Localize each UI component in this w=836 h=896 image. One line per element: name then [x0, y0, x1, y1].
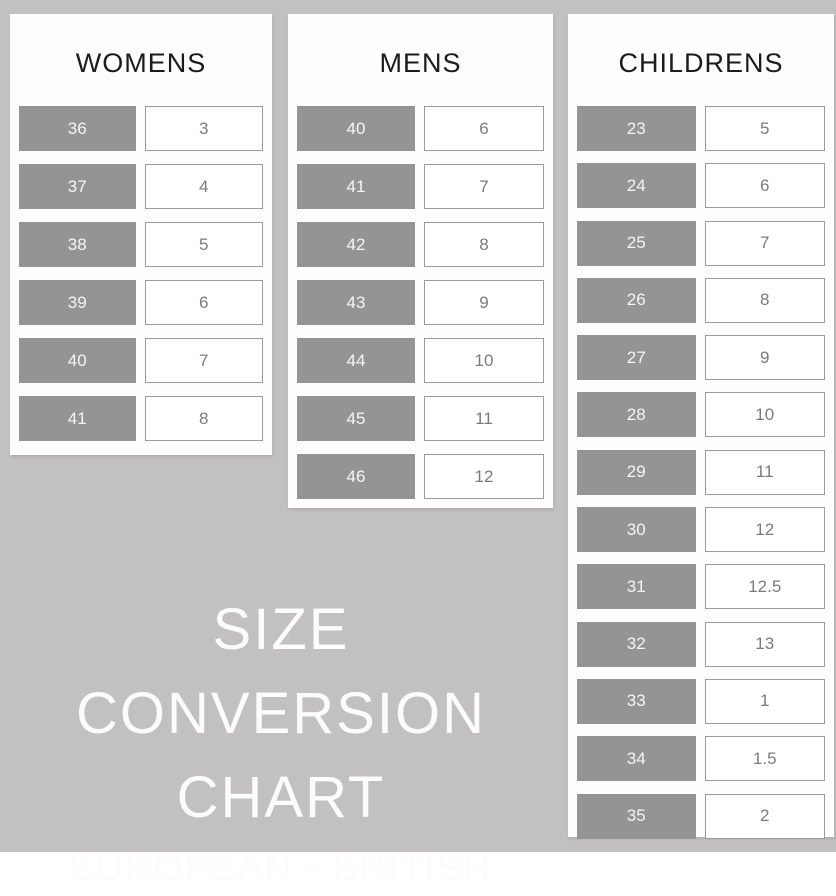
- european-size-cell: 38: [19, 222, 136, 267]
- european-size-cell: 42: [297, 222, 415, 267]
- size-row: [577, 335, 825, 380]
- size-row: [577, 106, 825, 151]
- size-row: [577, 507, 825, 552]
- childrens-panel: [568, 14, 834, 837]
- size-row: [577, 622, 825, 667]
- british-size-cell: 6: [705, 163, 826, 208]
- british-size-cell: 7: [424, 164, 544, 209]
- size-row: [577, 679, 825, 724]
- european-size-cell: 41: [297, 164, 415, 209]
- british-size-cell: 1: [705, 679, 826, 724]
- womens-size-rows: [19, 106, 263, 441]
- british-size-cell: 8: [145, 396, 264, 441]
- european-size-cell: 30: [577, 507, 696, 552]
- size-row: [297, 222, 544, 267]
- european-size-cell: 41: [19, 396, 136, 441]
- size-row: [577, 450, 825, 495]
- european-size-cell: 34: [577, 736, 696, 781]
- poster-title-line-2: CHART: [176, 765, 386, 830]
- childrens-size-rows: [577, 106, 825, 839]
- size-row: [577, 221, 825, 266]
- size-row: [297, 454, 544, 499]
- european-size-cell: 33: [577, 679, 696, 724]
- size-row: [19, 106, 263, 151]
- european-size-cell: 28: [577, 392, 696, 437]
- european-size-cell: 29: [577, 450, 696, 495]
- european-size-cell: 25: [577, 221, 696, 266]
- british-size-cell: 7: [145, 338, 264, 383]
- british-size-cell: 8: [424, 222, 544, 267]
- european-size-cell: 36: [19, 106, 136, 151]
- european-size-cell: 23: [577, 106, 696, 151]
- size-row: [297, 338, 544, 383]
- british-size-cell: 11: [424, 396, 544, 441]
- womens-panel: [10, 14, 272, 455]
- childrens-header: CHILDRENS: [618, 48, 784, 78]
- european-size-cell: 37: [19, 164, 136, 209]
- mens-size-rows: [297, 106, 544, 499]
- british-size-cell: 2: [705, 794, 826, 839]
- british-size-cell: 6: [145, 280, 264, 325]
- european-size-cell: 45: [297, 396, 415, 441]
- mens-panel: [288, 14, 553, 508]
- title-block: [0, 588, 562, 896]
- british-size-cell: 12: [705, 507, 826, 552]
- size-row: [297, 280, 544, 325]
- british-size-cell: 12.5: [705, 564, 826, 609]
- european-size-cell: 32: [577, 622, 696, 667]
- british-size-cell: 11: [705, 450, 826, 495]
- size-row: [577, 392, 825, 437]
- british-size-cell: 9: [705, 335, 826, 380]
- size-row: [577, 163, 825, 208]
- british-size-cell: 4: [145, 164, 264, 209]
- size-row: [19, 280, 263, 325]
- european-size-cell: 27: [577, 335, 696, 380]
- british-size-cell: 8: [705, 278, 826, 323]
- british-size-cell: 10: [424, 338, 544, 383]
- british-size-cell: 12: [424, 454, 544, 499]
- poster-title-line-1: SIZE CONVERSION: [76, 597, 486, 746]
- size-row: [297, 396, 544, 441]
- size-row: [577, 278, 825, 323]
- european-size-cell: 31: [577, 564, 696, 609]
- british-size-cell: 9: [424, 280, 544, 325]
- size-row: [297, 106, 544, 151]
- womens-header: WOMENS: [75, 48, 207, 78]
- british-size-cell: 3: [145, 106, 264, 151]
- british-size-cell: 1.5: [705, 736, 826, 781]
- european-size-cell: 44: [297, 338, 415, 383]
- size-row: [577, 736, 825, 781]
- size-row: [297, 164, 544, 209]
- size-row: [577, 794, 825, 839]
- british-size-cell: 5: [145, 222, 264, 267]
- mens-header: MENS: [379, 48, 462, 78]
- size-row: [19, 164, 263, 209]
- size-row: [19, 338, 263, 383]
- british-size-cell: 13: [705, 622, 826, 667]
- british-size-cell: 10: [705, 392, 826, 437]
- european-size-cell: 40: [19, 338, 136, 383]
- british-size-cell: 6: [424, 106, 544, 151]
- size-row: [19, 222, 263, 267]
- poster-subtitle: EUROPEAN - BRITISH: [69, 847, 493, 888]
- european-size-cell: 26: [577, 278, 696, 323]
- size-row: [19, 396, 263, 441]
- size-row: [577, 564, 825, 609]
- british-size-cell: 7: [705, 221, 826, 266]
- european-size-cell: 39: [19, 280, 136, 325]
- european-size-cell: 24: [577, 163, 696, 208]
- european-size-cell: 35: [577, 794, 696, 839]
- european-size-cell: 43: [297, 280, 415, 325]
- british-size-cell: 5: [705, 106, 826, 151]
- european-size-cell: 46: [297, 454, 415, 499]
- european-size-cell: 40: [297, 106, 415, 151]
